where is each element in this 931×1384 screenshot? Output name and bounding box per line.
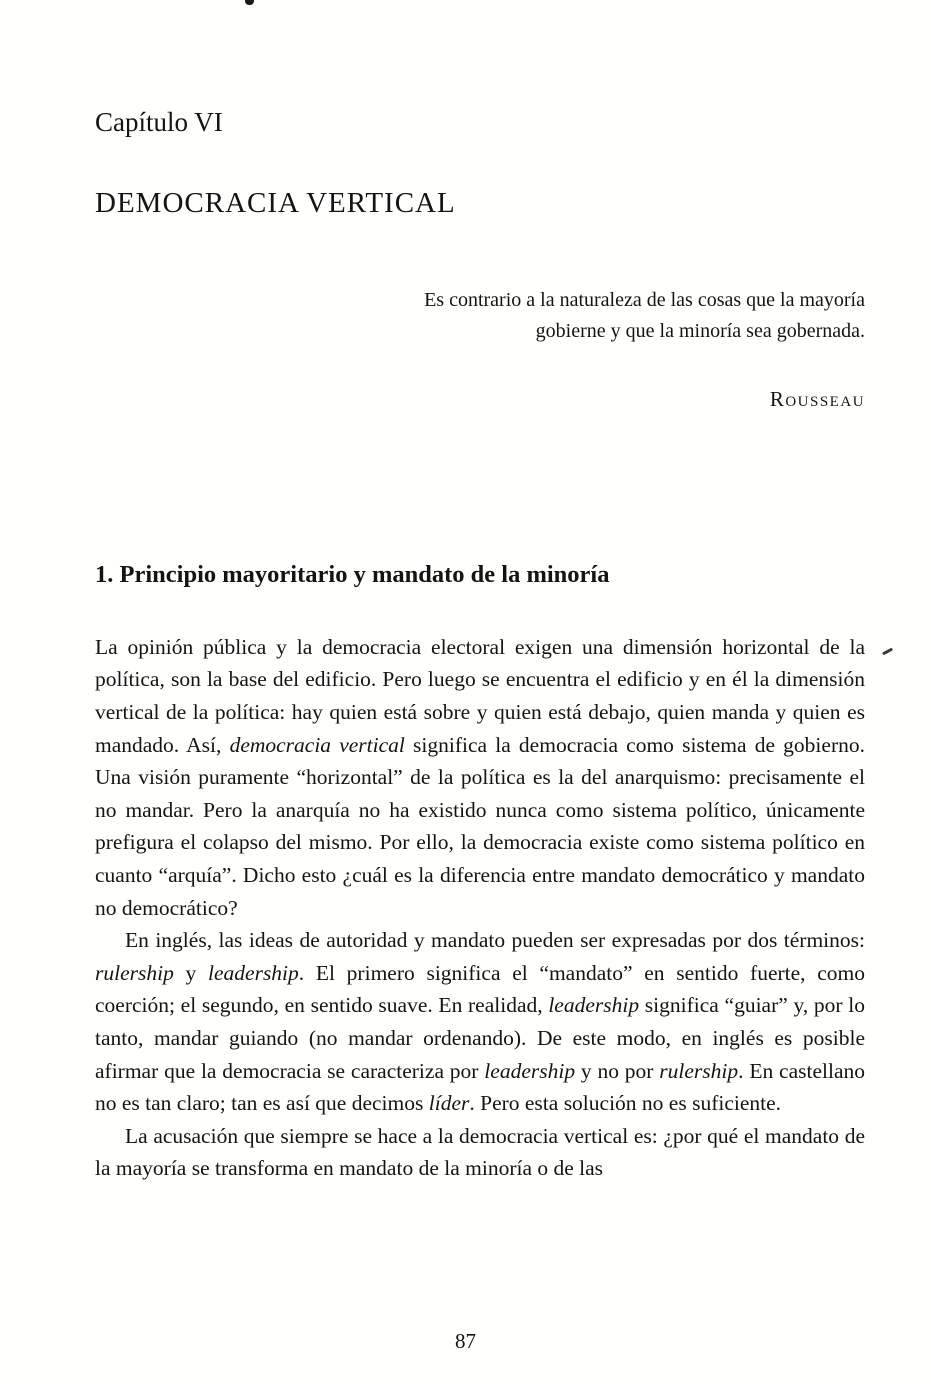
chapter-label: Capítulo VI xyxy=(95,107,223,137)
chapter-title: DEMOCRACIA VERTICAL xyxy=(95,187,456,220)
page-number: 87 xyxy=(455,1329,476,1353)
handwritten-margin-mark xyxy=(882,648,893,655)
italic-text: leadership xyxy=(548,993,640,1018)
body-text-segment: . El primero significa el “mandato” en sentido fuerte, como coerción; el segundo, en sentido suave. En realidad, xyxy=(95,960,866,1018)
body-text-segment: y no por xyxy=(575,1058,660,1083)
body-text-segment: . En castellano no es tan claro; tan es así que decimos xyxy=(95,1058,865,1116)
body-text xyxy=(95,631,865,1185)
body-text-segment: . Pero esta solución no es suficiente. xyxy=(469,1091,782,1116)
page-content xyxy=(95,106,865,1185)
body-text-segment: La opinión pública y la democracia electoral exigen una dimensión horizontal de la política, son la base del edificio. Pero luego se encuentra el edificio y en él la dimensión vertical de la política: hay quien está sobre y quien está debajo, quien manda y quien es mandado. Así, xyxy=(95,634,865,757)
epigraph-line-1: Es contrario a la naturaleza de las cosas que la mayoría xyxy=(424,289,865,312)
italic-text: leadership xyxy=(484,1058,576,1083)
section-heading: 1. Principio mayoritario y mandato de la minoría xyxy=(95,561,610,589)
italic-text: líder xyxy=(428,1091,470,1116)
paragraph xyxy=(95,1120,865,1185)
body-text-segment: y xyxy=(173,960,209,985)
epigraph xyxy=(95,285,865,347)
body-text-segment: significa la democracia como sistema de gobierno. Una visión puramente “horizontal” de la política es la del anarquismo: precisamente el no mandar. Pero la anarquía no ha existido nunca como sistema político, únicamente prefigura el colapso del mismo. Por ello, la democracia existe como sistema político en cuanto “arquía”. Dicho esto ¿cuál es la diferencia entre mandato democrático y mandato no democrático? xyxy=(95,732,865,920)
italic-text: leadership xyxy=(208,960,299,985)
body-text-segment: La acusación que siempre se hace a la democracia vertical es: ¿por qué el mandato de la mayoría se transforma en mandato de la minoría o de las xyxy=(95,1123,865,1181)
italic-text: rulership xyxy=(95,960,174,985)
epigraph-line-2: gobierne y que la minoría sea gobernada. xyxy=(535,320,865,343)
body-text-segment: En inglés, las ideas de autoridad y mandato pueden ser expresadas por dos términos: xyxy=(125,928,865,953)
paragraph xyxy=(95,631,865,924)
italic-text: rulership xyxy=(659,1058,739,1083)
italic-text: democracia vertical xyxy=(229,732,405,757)
paragraph xyxy=(95,924,865,1120)
epigraph-attribution: Rousseau xyxy=(769,387,865,412)
body-text-segment: significa “guiar” y, por lo tanto, mandar guiando (no mandar ordenando). De este modo, en inglés es posible afirmar que la democracia se caracteriza por xyxy=(95,993,865,1083)
scan-artifact-mark xyxy=(245,0,254,5)
